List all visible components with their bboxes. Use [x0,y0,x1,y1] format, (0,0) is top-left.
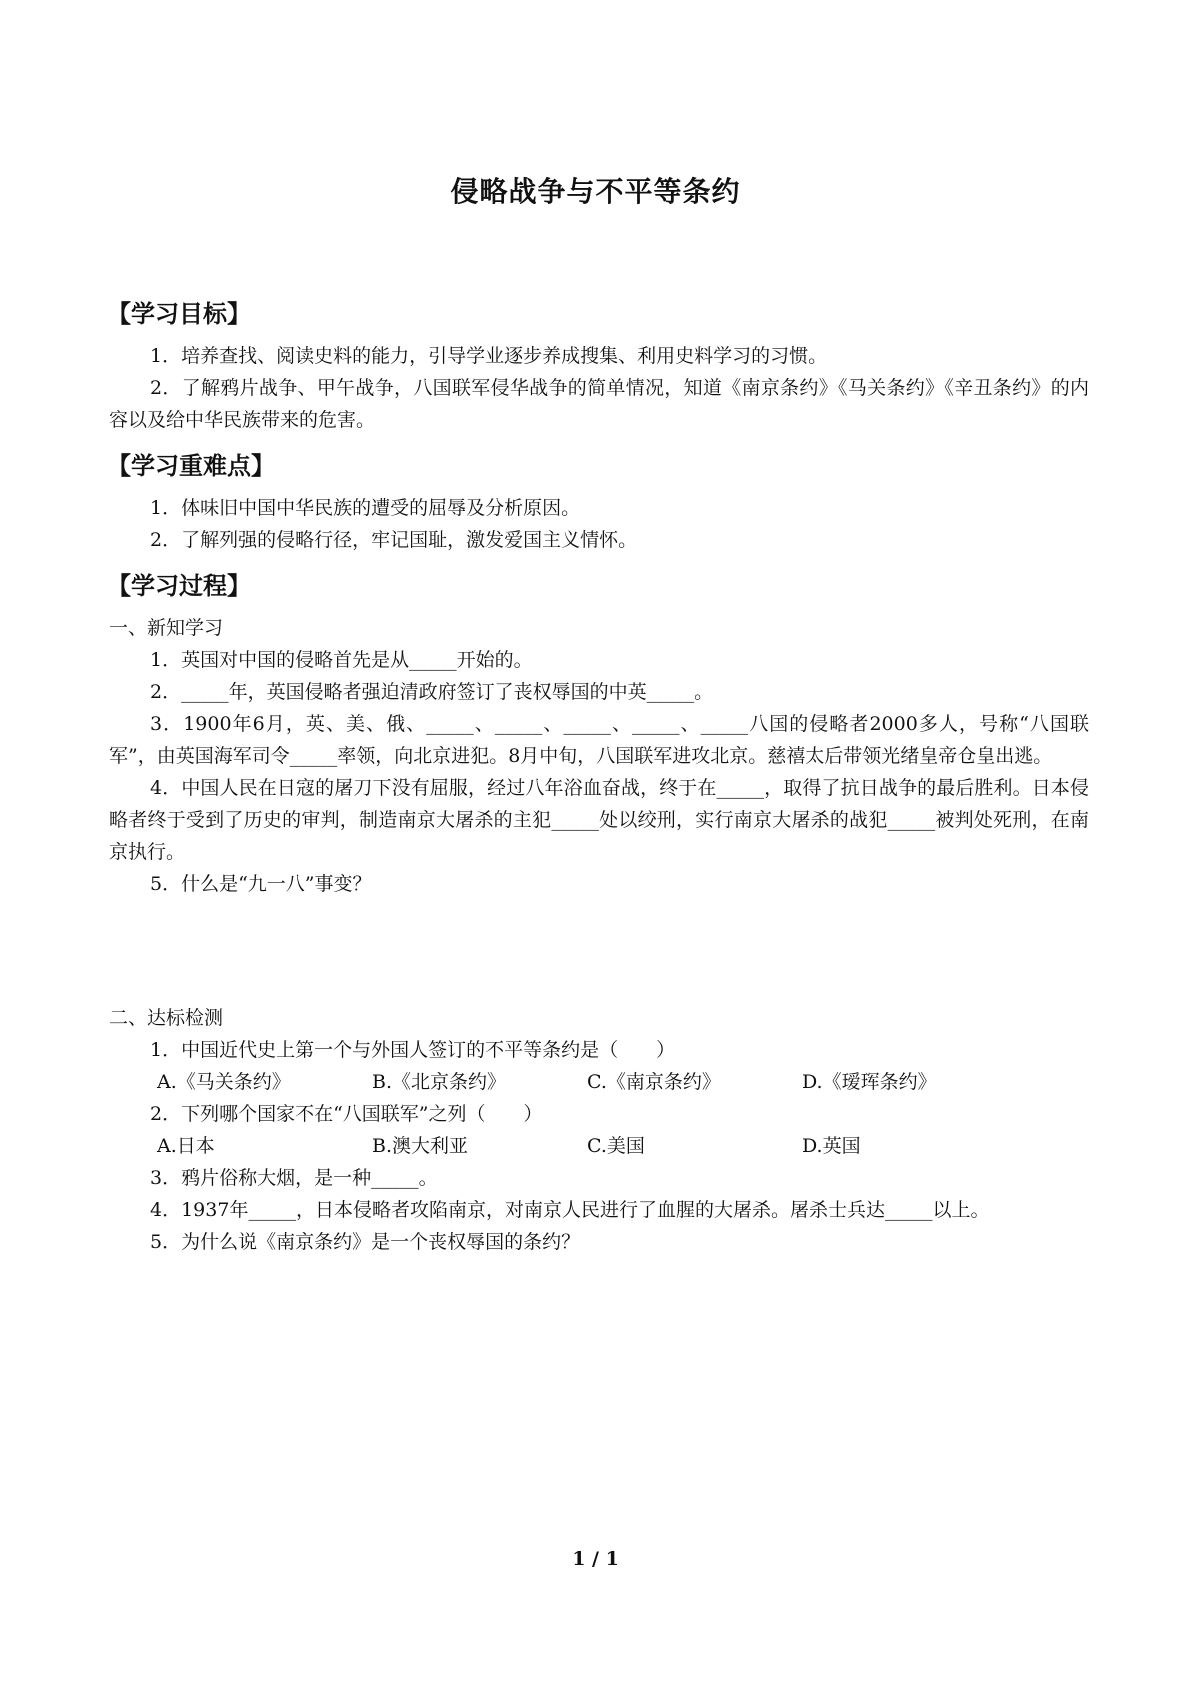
section-heading-key-points: 【学习重难点】 [107,452,275,480]
section-heading-objectives: 【学习目标】 [107,300,251,328]
part1-item-4: 4．中国人民在日寇的屠刀下没有屈服，经过八年浴血奋战，终于在_____，取得了抗日战争的最后胜利。日本侵略者终于受到了历史的审判，制造南京大屠杀的主犯_____处以绞刑，实行南京大屠杀的战犯_____被判处死刑，在南京执行。 [109,777,1089,863]
question-2-options [109,1130,1089,1162]
answer-space [109,900,1089,1002]
key-point-item-1: 1．体味旧中国中华民族的遭受的屈辱及分析原因。 [150,497,581,519]
question-1-options [109,1066,1089,1098]
key-point-item-2: 2．了解列强的侵略行径，牢记国耻，激发爱国主义情怀。 [150,529,638,551]
page-title: 侵略战争与不平等条约 [450,175,741,208]
part1-item-1: 1．英国对中国的侵略首先是从_____开始的。 [150,649,533,671]
section-heading-process: 【学习过程】 [107,572,251,600]
document-body [109,296,1089,1258]
q2-option-d: D.英国 [802,1135,861,1157]
part2-question-1: 1．中国近代史上第一个与外国人签订的不平等条约是（ ） [150,1039,676,1061]
part2-question-4: 4．1937年_____，日本侵略者攻陷南京，对南京人民进行了血腥的大屠杀。屠杀士兵达_____以上。 [150,1199,990,1221]
part2-question-5: 5．为什么说《南京条约》是一个丧权辱国的条约？ [150,1231,581,1253]
part1-item-3: 3．1900年6月，英、美、俄、_____、_____、_____、_____、_____八国的侵略者2000多人，号称“八国联军”，由英国海军司令_____率领，向北京进犯。8月中旬，八国联军进攻北京。慈禧太后带领光绪皇帝仓皇出逃。 [109,713,1089,767]
q1-option-b: B.《北京条约》 [372,1071,507,1093]
page-number: 1 / 1 [572,1548,619,1570]
part1-item-2: 2．_____年，英国侵略者强迫清政府签订了丧权辱国的中英_____。 [150,681,714,703]
objective-item-1: 1．培养查找、阅读史料的能力，引导学业逐步养成搜集、利用史料学习的习惯。 [150,345,828,367]
part1-item-5: 5．什么是“九一八”事变？ [150,873,372,895]
q1-option-a: A.《马关条约》 [157,1071,291,1093]
part2-label: 二、达标检测 [109,1007,224,1029]
part1-label: 一、新知学习 [109,617,224,639]
q1-option-d: D.《瑷珲条约》 [802,1071,937,1093]
q2-option-c: C.美国 [587,1135,645,1157]
q2-option-b: B.澳大利亚 [372,1135,469,1157]
q2-option-a: A.日本 [157,1135,215,1157]
q1-option-c: C.《南京条约》 [587,1071,721,1093]
objective-item-2: 2．了解鸦片战争、甲午战争，八国联军侵华战争的简单情况，知道《南京条约》《马关条约》《辛丑条约》的内容以及给中华民族带来的危害。 [109,377,1089,431]
part2-question-2: 2．下列哪个国家不在“八国联军”之列（ ） [150,1103,543,1125]
part2-question-3: 3．鸦片俗称大烟，是一种_____。 [150,1167,438,1189]
